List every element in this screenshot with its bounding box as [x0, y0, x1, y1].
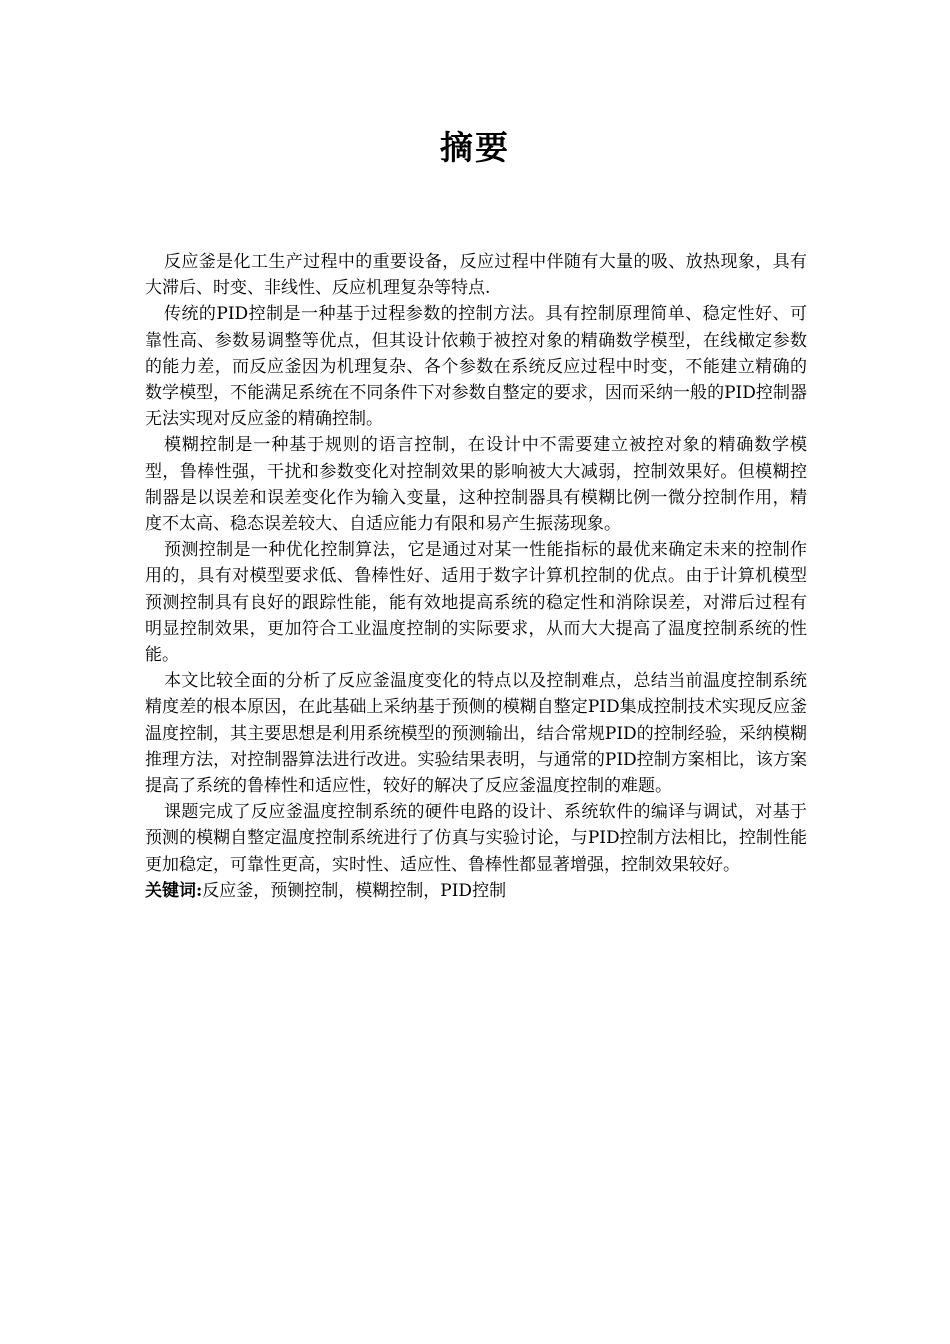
paragraph-4: 预测控制是一种优化控制算法，它是通过对某一性能指标的最优来确定未来的控制作用的，具有对模型要求低、鲁棒性好、适用于数字计算机控制的优点。由于计算机模型预测控制具有良好的跟踪性能，能有效地提高系统的稳定性和消除误差，对滞后过程有明显控制效果，更加符合工业温度控制的实际要求，从而大大提高了温度控制系统的性能。 [145, 540, 807, 666]
keywords-text: 反应釜，预铡控制，模糊控制，PID控制 [202, 880, 507, 901]
paragraph-6: 课题完成了反应釜温度控制系统的硬件电路的设计、系统软件的编译与调试，对基于预测的模糊自整定温度控制系统进行了仿真与实验讨论，与PID控制方法相比，控制性能更加稳定，可靠性更高，实时性、适应性、鲁棒性都显著增强，控制效果较好。 [145, 802, 807, 875]
keywords-label: 关键词: [145, 880, 203, 901]
abstract-body [145, 249, 807, 904]
page-title: 摘要 [440, 128, 510, 167]
paragraph-2: 传统的PID控制是一种基于过程参数的控制方法。具有控制原理简单、稳定性好、可靠性高、参数易调整等优点，但其设计依赖于被控对象的精确数学模型，在线橄定参数的能力差，而反应釜因为机理复杂、各个参数在系统反应过程中时变，不能建立精确的数学模型，不能满足系统在不同条件下对参数自整定的要求，因而采纳一般的PID控制器无法实现对反应釜的精确控制。 [145, 304, 807, 430]
paragraph-5: 本文比较全面的分析了反应釜温度变化的特点以及控制难点，总结当前温度控制系统精度差的根本原因，在此基础上采纳基于预侧的模糊自整定PID集成控制技术实现反应釜温度控制，其主要思想是利用系统模型的预测输出，结合常规PID的控制经验，采纳模糊推理方法，对控制器算法进行改进。实验结果表明，与通常的PID控制方案相比，该方案提高了系统的鲁棒性和适应性，较好的解决了反应釜温度控制的难题。 [145, 671, 807, 797]
paragraph-3: 模糊控制是一种基于规则的语言控制，在设计中不需要建立被控对象的精确数学模型，鲁棒性强，干扰和参数变化对控制效果的影响被大大减弱，控制效果好。但模糊控制器是以误差和误差变化作为输入变量，这种控制器具有模糊比例一微分控制作用，精度不太高、稳态误差较大、自适应能力有限和易产生振荡现象。 [145, 435, 807, 535]
paragraph-1: 反应釜是化工生产过程中的重要设备，反应过程中伴随有大量的吸、放热现象，具有大滞后、时变、非线性、反应机理复杂等特点. [145, 252, 807, 299]
keywords-line [145, 878, 807, 904]
